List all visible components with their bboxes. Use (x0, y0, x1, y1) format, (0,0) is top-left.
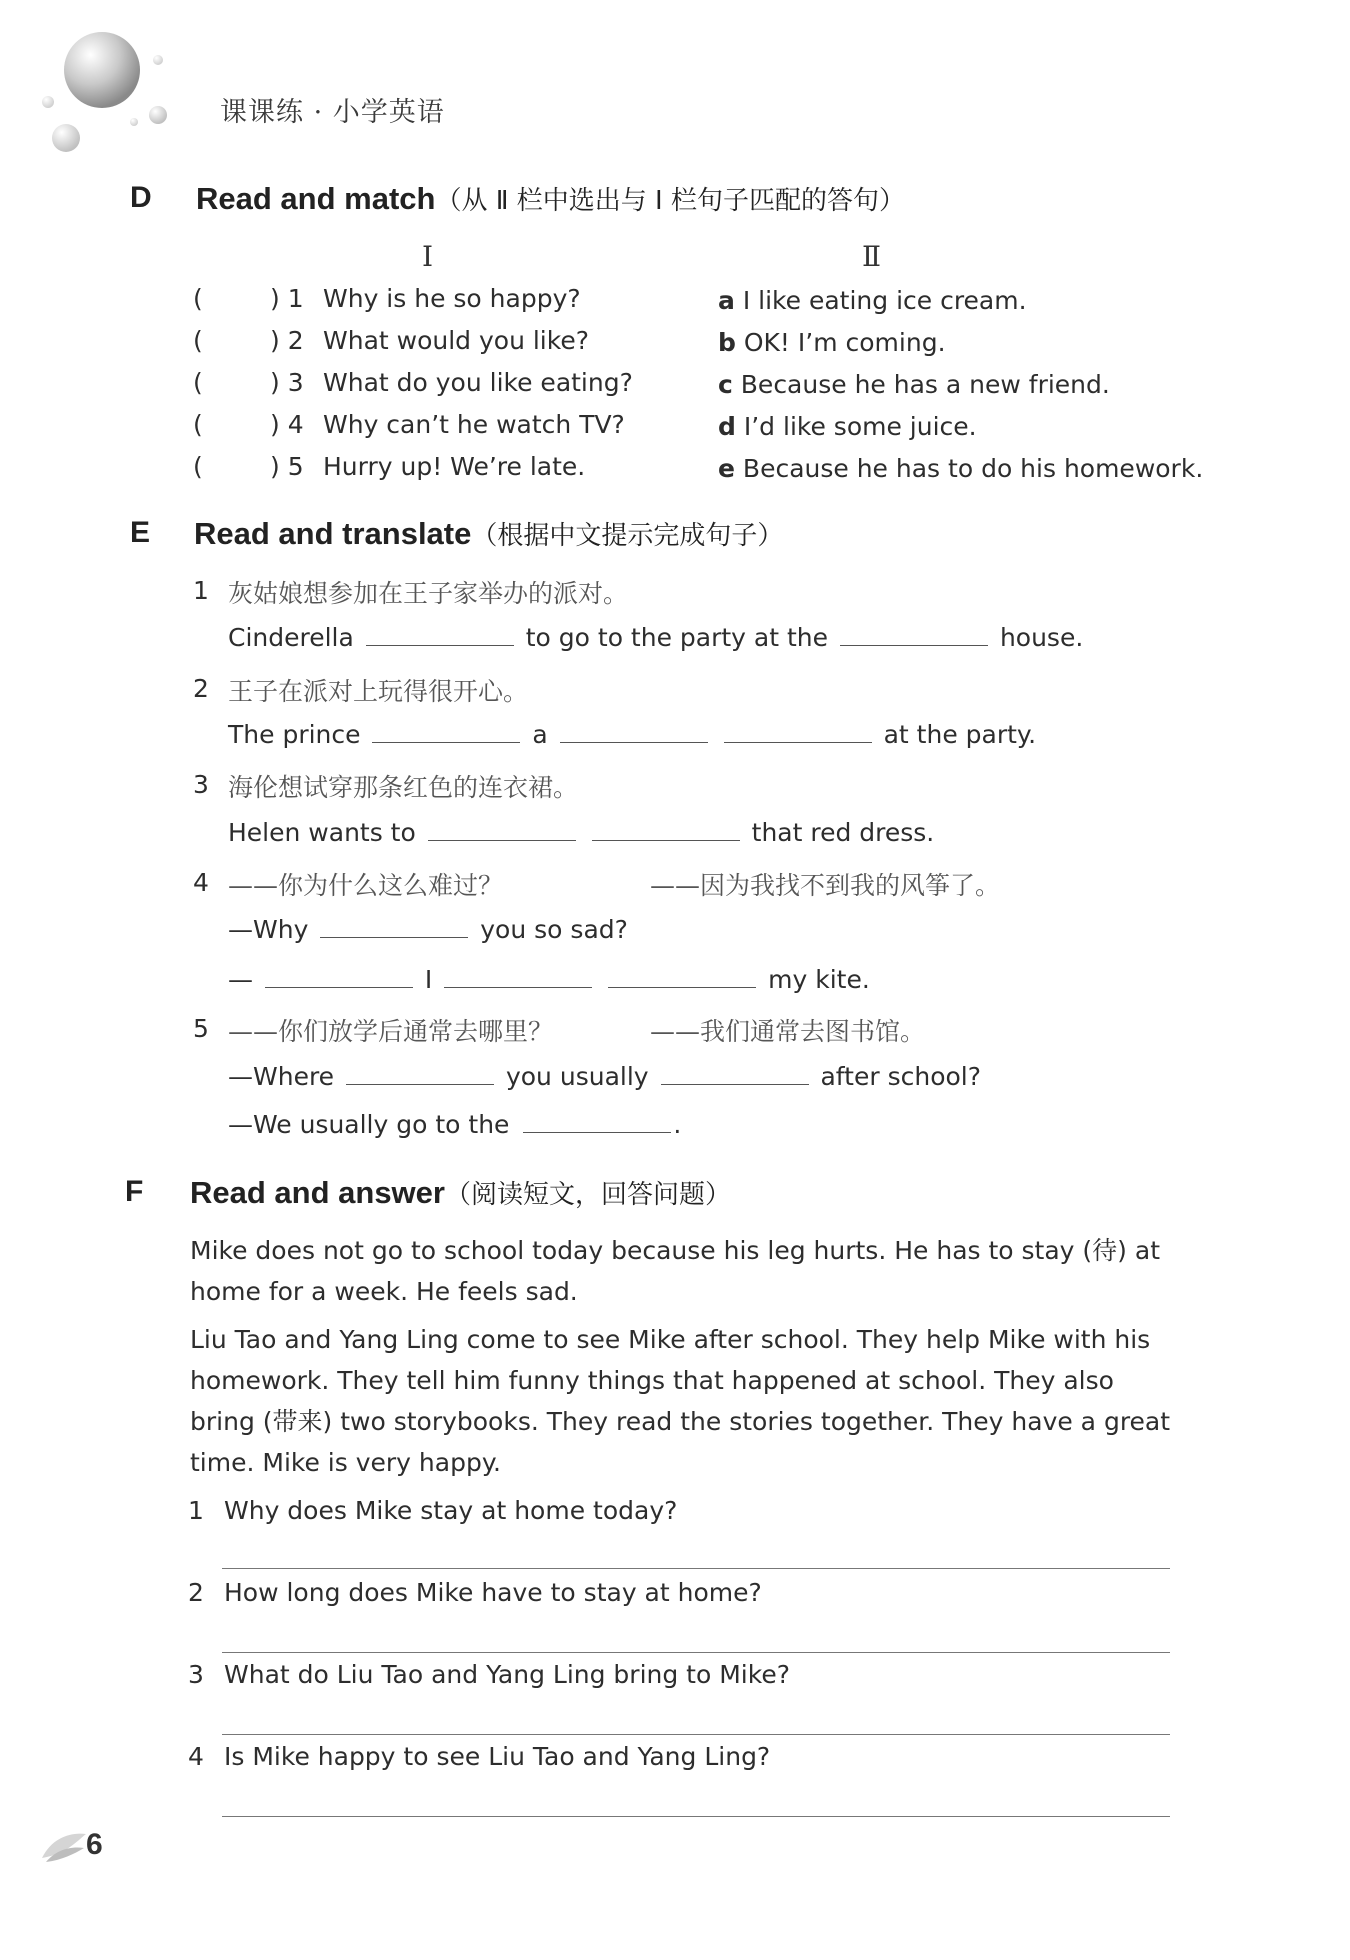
match-answer: I like eating ice cream. (742, 286, 1027, 315)
answer-letter: a (718, 286, 735, 315)
question-text: What do Liu Tao and Yang Ling bring to Mike? (224, 1660, 790, 1689)
item-number: 5 (193, 1014, 209, 1043)
chinese-prompt: 灰姑娘想参加在王子家举办的派对。 (228, 579, 629, 608)
sentence-text: you so sad? (480, 915, 628, 944)
answer-bracket-open: ( (193, 284, 203, 313)
answer-bracket-open: ( (193, 410, 203, 439)
match-answer-row (718, 370, 1110, 399)
match-answer: Because he has to do his homework. (742, 454, 1204, 483)
match-question: Hurry up! We’re late. (323, 452, 586, 481)
match-row (193, 284, 581, 313)
answer-bracket-close[interactable]: ) 1 (270, 284, 304, 313)
sentence-text: to go to the party at the (525, 623, 829, 652)
passage-paragraph: Mike does not go to school today because his leg hurts. He has to stay (待) at home for a week. He feels sad. (190, 1236, 1160, 1306)
section-e-letter: E (130, 516, 151, 549)
sentence-text: —Why (228, 915, 309, 944)
section-e-title-text: Read and translate (194, 516, 472, 551)
section-f-letter: F (125, 1175, 144, 1208)
answer-bracket-close[interactable]: ) 2 (270, 326, 304, 355)
match-answer-row (718, 286, 1027, 315)
section-e-title (194, 515, 783, 552)
match-question: What do you like eating? (323, 368, 633, 397)
item-number: 4 (193, 868, 209, 897)
item-number: 2 (193, 674, 209, 703)
match-answer-row (718, 454, 1203, 483)
answer-letter: b (718, 328, 736, 357)
page-header-title: 课课练 · 小学英语 (220, 97, 445, 128)
question-number: 4 (188, 1742, 204, 1771)
answer-blank[interactable] (265, 965, 413, 988)
answer-line[interactable] (222, 1816, 1170, 1817)
chinese-prompt-reply: ——我们通常去图书馆。 (650, 1017, 926, 1046)
chinese-prompt: 王子在派对上玩得很开心。 (228, 677, 529, 706)
section-d-subtitle: （从 Ⅱ 栏中选出与 Ⅰ 栏句子匹配的答句） (435, 186, 905, 216)
answer-blank[interactable] (560, 720, 708, 743)
item-number: 1 (193, 576, 209, 605)
match-answer-row (718, 328, 946, 357)
answer-blank[interactable] (320, 915, 468, 938)
column-1-header: Ⅰ (422, 240, 434, 273)
section-d-letter: D (130, 181, 152, 214)
answer-blank[interactable] (608, 965, 756, 988)
reading-passage (190, 1230, 1180, 1490)
answer-letter: c (718, 370, 733, 399)
sentence-text: Helen wants to (228, 818, 416, 847)
translation-sentence (228, 818, 934, 847)
question-text: Is Mike happy to see Liu Tao and Yang Ling? (224, 1742, 771, 1771)
bubble-decoration-icon (30, 30, 180, 170)
answer-blank[interactable] (366, 623, 514, 646)
chinese-prompt: ——你们放学后通常去哪里？ (228, 1017, 554, 1046)
question-number: 2 (188, 1578, 204, 1607)
translation-sentence (228, 1062, 981, 1091)
match-question: Why can’t he watch TV? (323, 410, 625, 439)
translation-sentence (228, 915, 628, 944)
sentence-text: after school? (820, 1062, 981, 1091)
section-f-subtitle: （阅读短文，回答问题） (444, 1180, 731, 1210)
answer-bracket-open: ( (193, 326, 203, 355)
answer-blank[interactable] (372, 720, 520, 743)
answer-blank[interactable] (428, 818, 576, 841)
answer-letter: e (718, 454, 735, 483)
match-answer: I’d like some juice. (743, 412, 977, 441)
column-2-header: Ⅱ (862, 240, 882, 273)
match-row (193, 452, 586, 481)
answer-line[interactable] (222, 1652, 1170, 1653)
answer-bracket-open: ( (193, 452, 203, 481)
sentence-text: at the party. (883, 720, 1037, 749)
match-question: What would you like? (323, 326, 589, 355)
sentence-text: you usually (505, 1062, 649, 1091)
chinese-prompt: 海伦想试穿那条红色的连衣裙。 (228, 773, 579, 802)
question-number: 1 (188, 1496, 204, 1525)
passage-paragraph: Liu Tao and Yang Ling come to see Mike after school. They help Mike with his homework. They tell him funny things that happened at school. They also bring (带来) two storybooks. They read the stories together. They have a great time. Mike is very happy. (190, 1325, 1171, 1477)
section-d-title (196, 180, 905, 217)
match-row (193, 410, 625, 439)
sentence-text: that red dress. (751, 818, 935, 847)
answer-blank[interactable] (840, 623, 988, 646)
match-row (193, 368, 633, 397)
translation-sentence (228, 623, 1083, 652)
match-question: Why is he so happy? (323, 284, 581, 313)
section-f-title-text: Read and answer (190, 1175, 445, 1210)
sentence-text: —We usually go to the (228, 1110, 510, 1139)
sentence-text: . (673, 1110, 682, 1139)
translation-sentence-reply (228, 965, 870, 994)
answer-blank[interactable] (346, 1062, 494, 1085)
page-number: 6 (86, 1828, 103, 1861)
answer-blank[interactable] (661, 1062, 809, 1085)
leaf-icon (40, 1828, 90, 1864)
sentence-text: —Where (228, 1062, 335, 1091)
section-d-title-text: Read and match (196, 181, 436, 216)
question-text: How long does Mike have to stay at home? (224, 1578, 762, 1607)
sentence-text: a (532, 720, 548, 749)
answer-bracket-close[interactable]: ) 5 (270, 452, 304, 481)
section-f-title (190, 1174, 731, 1211)
translation-sentence (228, 720, 1036, 749)
translation-sentence-reply (228, 1110, 681, 1139)
question-number: 3 (188, 1660, 204, 1689)
sentence-text: — (228, 965, 253, 994)
match-answer: OK! I’m coming. (743, 328, 946, 357)
answer-blank[interactable] (444, 965, 592, 988)
chinese-prompt: ——你为什么这么难过？ (228, 871, 504, 900)
sentence-text: Cinderella (228, 623, 354, 652)
sentence-text: The prince (228, 720, 361, 749)
chinese-prompt-reply: ——因为我找不到我的风筝了。 (650, 871, 1001, 900)
answer-blank[interactable] (724, 720, 872, 743)
answer-line[interactable] (222, 1568, 1170, 1569)
section-e-subtitle: （根据中文提示完成句子） (471, 521, 784, 551)
sentence-text: house. (999, 623, 1084, 652)
answer-blank[interactable] (523, 1110, 671, 1133)
sentence-text: my kite. (768, 965, 870, 994)
match-answer: Because he has a new friend. (740, 370, 1110, 399)
question-text: Why does Mike stay at home today? (224, 1496, 678, 1525)
sentence-text: I (424, 965, 433, 994)
answer-bracket-close[interactable]: ) 4 (270, 410, 304, 439)
answer-blank[interactable] (592, 818, 740, 841)
answer-line[interactable] (222, 1734, 1170, 1735)
answer-letter: d (718, 412, 736, 441)
answer-bracket-open: ( (193, 368, 203, 397)
match-answer-row (718, 412, 977, 441)
answer-bracket-close[interactable]: ) 3 (270, 368, 304, 397)
match-row (193, 326, 589, 355)
item-number: 3 (193, 770, 209, 799)
